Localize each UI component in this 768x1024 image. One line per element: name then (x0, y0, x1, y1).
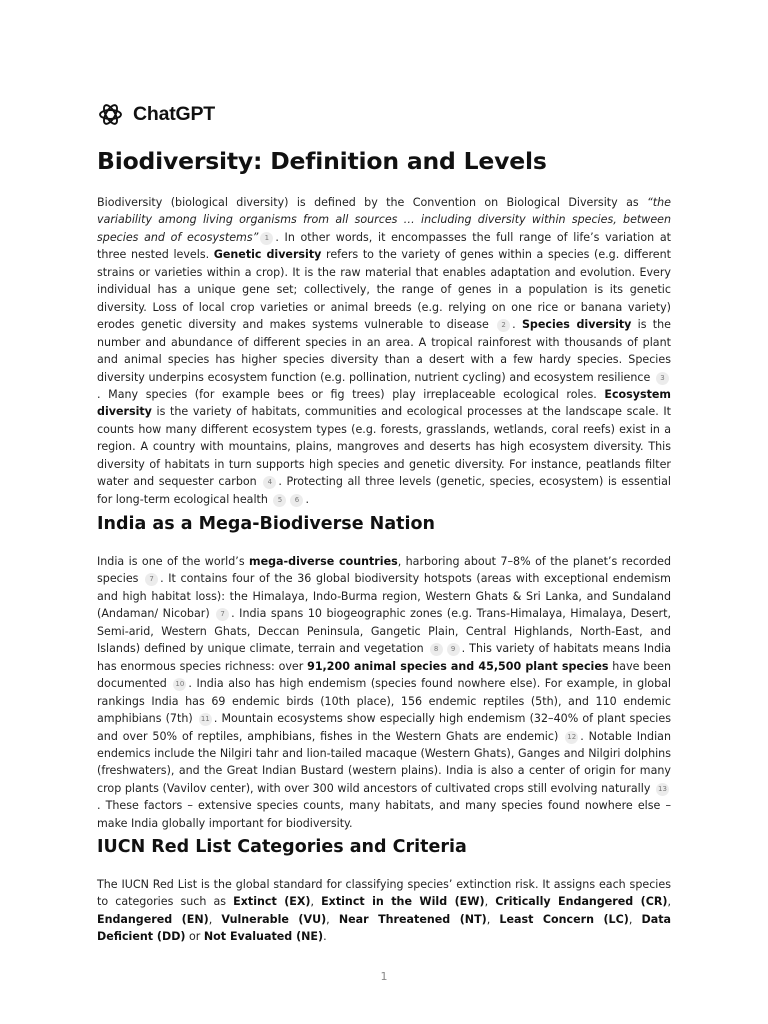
bold-text: Endangered (EN) (97, 912, 209, 926)
text-run: , (208, 912, 222, 926)
citation-marker[interactable]: 9 (447, 643, 460, 656)
text-run: , (628, 912, 642, 926)
openai-logo-icon (97, 101, 124, 128)
india-heading: India as a Mega-Biodiverse Nation (97, 514, 435, 534)
citation-marker[interactable]: 10 (173, 678, 186, 691)
text-run: . Notable Indian endemics include the Nilgiri tahr and lion-tailed macaque (Western Ghats), Ganges and Nilgiri dolphins (freshwaters), and the Great Indian Bustard (western plains). India is also a center of origin for many crop plants (Vavilov center), with over 300 wild ancestors of cultivated crops still evolving naturally (97, 729, 671, 795)
citation-marker[interactable]: 6 (290, 494, 303, 507)
citation-marker[interactable]: 5 (273, 494, 286, 507)
citation-marker[interactable]: 3 (656, 372, 669, 385)
text-run: , (667, 895, 672, 909)
text-run: India is one of the world’s (97, 555, 250, 568)
citation-marker[interactable]: 11 (199, 713, 212, 726)
citation-marker[interactable]: 8 (430, 643, 443, 656)
text-run: . Protecting all three levels (genetic, species, ecosystem) is essential for long-term ecological health (97, 475, 671, 506)
text-run: The IUCN Red List is the global standard for classifying species’ extinction risk. It assigns each species to categories such as (97, 878, 671, 909)
bold-text: Species diversity (521, 318, 632, 332)
text-run: is the variety of habitats, communities and ecological processes at the landscape scale. It counts how many different ecosystem types (e.g. forests, grasslands, wetlands, coral reefs) exist in a region. A country with mountains, plains, mangroves and deserts has high ecosystem diversity. This diversity of habitats in turn supports high species and genetic diversity. For instance, peatlands filter water and sequester carbon (97, 405, 671, 489)
text-run: , (326, 912, 339, 926)
citation-marker[interactable]: 2 (497, 319, 510, 332)
citation-marker[interactable]: 12 (565, 731, 578, 744)
citation-marker[interactable]: 13 (656, 783, 669, 796)
text-run: . Mountain ecosystems show especially high endemism (32–40% of plant species and over 50% of reptiles, amphibians, fishes in the Western Ghats are endemic) (97, 712, 671, 743)
text-run: , harboring about 7–8% of the planet’s recorded species (97, 555, 671, 586)
bold-text: Ecosystem diversity (97, 387, 671, 419)
text-run: . Many species (for example bees or fig trees) play irreplaceable ecological roles. (97, 387, 605, 401)
italic-quote: “the variability among living organisms from all sources … including diversity within species, between species and of ecosystems” (97, 196, 671, 244)
page-number: 1 (380, 970, 388, 983)
bold-text: Least Concern (LC) (499, 912, 629, 926)
text-run: refers to the variety of genes within a species (e.g. different strains or varieties within a crop). It is the raw material that enables adaptation and evolution. Every individual has a unique gene set; collectively, the range of genes in a population is its genetic diversity. Loss of local crop varieties or animal breeds (e.g. relying on one rice or banana variety) erodes genetic diversity and makes systems vulnerable to disease (97, 248, 671, 332)
bold-text: mega-diverse countries (249, 555, 398, 568)
bold-text: 91,200 animal species and 45,500 plant species (307, 659, 609, 673)
text-run: . In other words, it encompasses the full range of life’s variation at three nested levels. (97, 230, 671, 262)
text-run: . (512, 318, 522, 332)
page-title: Biodiversity: Definition and Levels (97, 147, 547, 175)
text-run: . It contains four of the 36 global biodiversity hotspots (areas with exceptional endemism and high habitat loss): the Himalaya, Indo-Burma region, Western Ghats & Sri Lanka, and Sundaland (Andaman/ Nicobar) (97, 572, 671, 621)
citation-marker[interactable]: 7 (145, 573, 158, 586)
bold-text: Genetic diversity (213, 248, 322, 262)
definition-paragraph (97, 194, 671, 508)
chatgpt-logo (97, 99, 215, 129)
text-run: , (484, 895, 496, 909)
citation-marker[interactable]: 4 (263, 476, 276, 489)
text-run: , (486, 912, 500, 926)
citation-marker[interactable]: 7 (216, 608, 229, 621)
bold-text: Critically Endangered (CR) (495, 895, 668, 909)
bold-text: Vulnerable (VU) (221, 912, 327, 926)
iucn-paragraph (97, 876, 671, 946)
text-run: . These factors – extensive species counts, many habitats, and many species found nowhere else – make India globally important for biodiversity. (97, 799, 671, 830)
citation-marker[interactable]: 1 (260, 232, 273, 245)
iucn-heading: IUCN Red List Categories and Criteria (97, 837, 467, 857)
bold-text: Near Threatened (NT) (338, 912, 487, 926)
text-run: . India spans 10 biogeographic zones (e.g. Trans-Himalaya, Himalaya, Desert, Semi-arid, Western Ghats, Deccan Peninsula, Gangetic Plain, Central Highlands, North-East, and Islands) defined by unique climate, terrain and vegetation (97, 607, 671, 656)
text-run: . (323, 930, 327, 944)
text-run: or (185, 930, 204, 944)
text-run: . India also has high endemism (species found nowhere else). For example, in global rankings India has 69 endemic birds (10th place), 156 endemic reptiles (5th), and 110 endemic amphibians (7th) (97, 677, 671, 726)
text-run: Biodiversity (biological diversity) is defined by the Convention on Biological Diversity as (97, 196, 648, 209)
bold-text: Not Evaluated (NE) (203, 930, 324, 944)
text-run: , (310, 895, 322, 909)
text-run: is the number and abundance of different species in an area. A tropical rainforest with thousands of plant and animal species has higher species diversity than a desert with a few hardy species. Species diversity underpins ecosystem function (e.g. pollination, nutrient cycling) and ecosystem resilience (97, 318, 671, 384)
text-run: . This variety of habitats means India has enormous species richness: over (97, 642, 672, 673)
india-paragraph (97, 553, 671, 832)
bold-text: Extinct (EX) (233, 895, 311, 909)
text-run: have been documented (97, 659, 672, 691)
logo-text: ChatGPT (133, 102, 216, 125)
text-run: . (305, 492, 309, 506)
bold-text: Extinct in the Wild (EW) (321, 895, 485, 909)
bold-text: Data Deficient (DD) (97, 912, 672, 944)
